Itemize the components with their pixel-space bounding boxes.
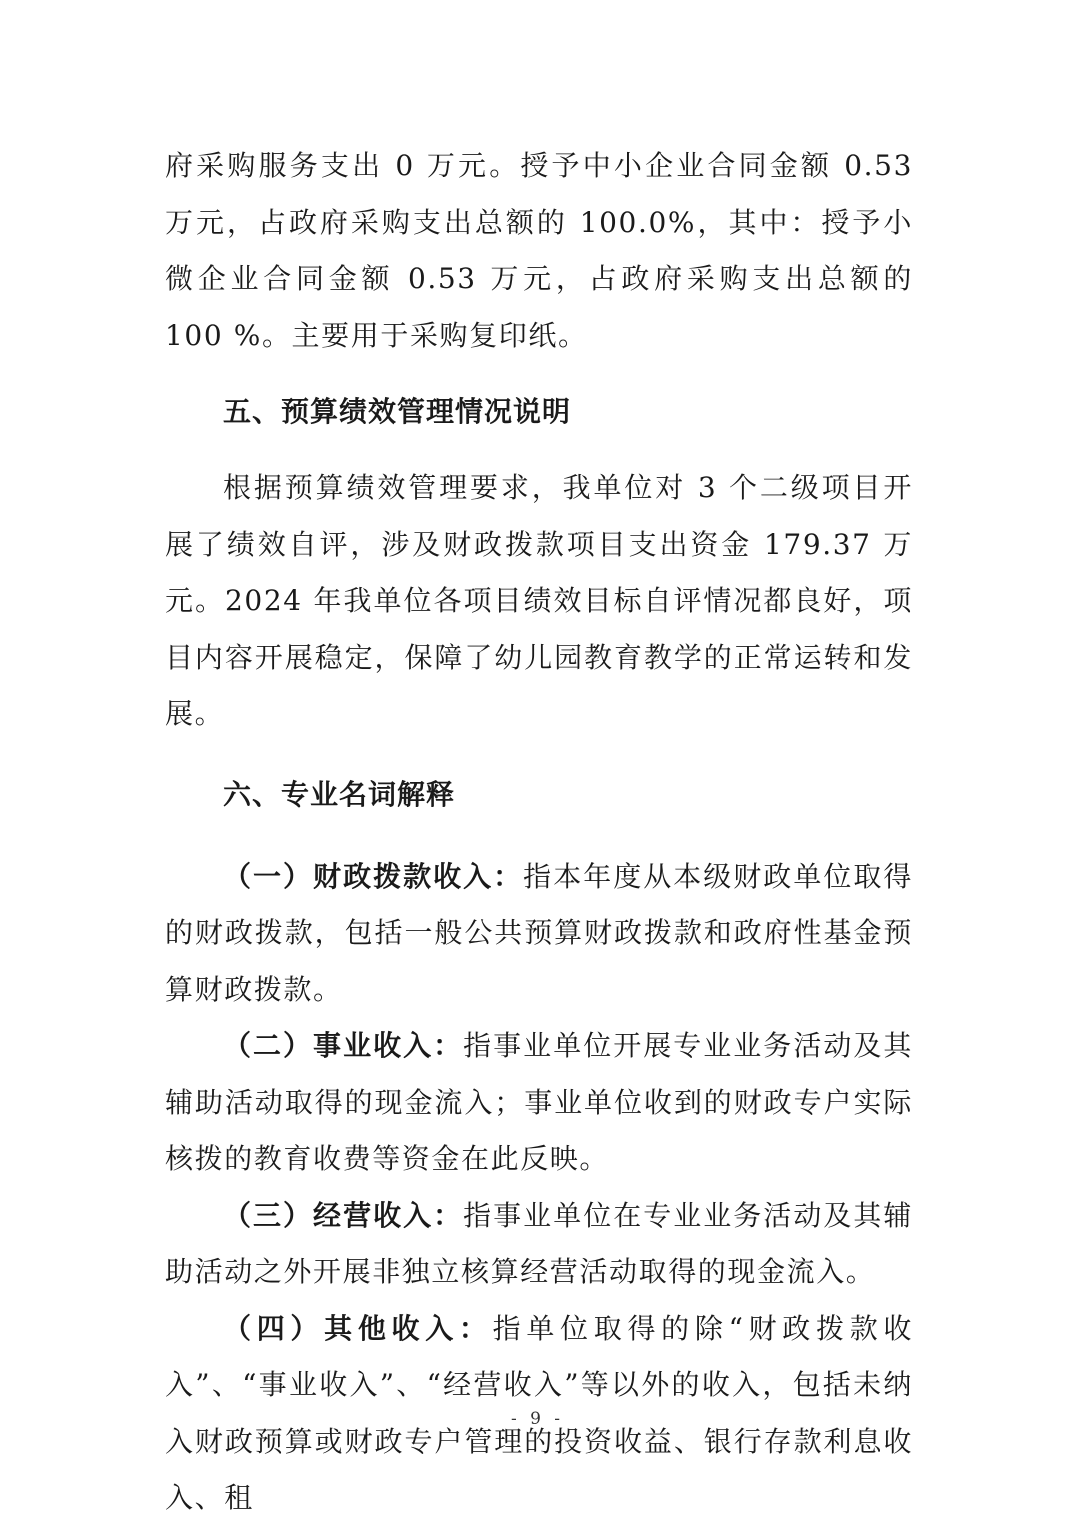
page-number: - 9 -	[510, 1409, 565, 1429]
page-content	[165, 138, 913, 1527]
glossary-entry-operating-income	[165, 1188, 913, 1301]
glossary-term: （三）经营收入：	[223, 1198, 464, 1232]
glossary-term: （二）事业收入：	[223, 1029, 464, 1062]
paragraph-procurement: 府采购服务支出 0 万元。授予中小企业合同金额 0.53 万元，占政府采购支出总额的 100.0%，其中：授予小微企业合同金额 0.53 万元，占政府采购支出总额的 100 %。主要用于采购复印纸。	[165, 149, 913, 352]
glossary-definition: 指事业单位开展专业业务活动及其辅助活动取得的现金流入；事业单位收到的财政专户实际核拨的教育收费等资金在此反映。	[165, 1029, 913, 1175]
glossary-definition: 指单位取得的除“财政拨款收入”、“事业收入”、“经营收入”等以外的收入，包括未纳入财政预算或财政专户管理的投资收益、银行存款利息收入、租	[165, 1311, 913, 1514]
section-heading-glossary: 六、专业名词解释	[223, 777, 456, 811]
glossary-term: （四）其他收入：	[223, 1311, 493, 1345]
glossary-definition: 指本年度从本级财政单位取得的财政拨款，包括一般公共预算财政拨款和政府性基金预算财政拨款。	[165, 859, 913, 1006]
glossary-term: （一）财政拨款收入：	[223, 859, 524, 893]
glossary-entry-business-income	[165, 1018, 913, 1188]
section-heading-performance: 五、预算绩效管理情况说明	[223, 395, 572, 428]
glossary-entry-fiscal-appropriation	[165, 849, 913, 1019]
glossary-definition: 指事业单位在专业业务活动及其辅助活动之外开展非独立核算经营活动取得的现金流入。	[165, 1198, 913, 1288]
paragraph-performance: 根据预算绩效管理要求，我单位对 3 个二级项目开展了绩效自评，涉及财政拨款项目支出资金 179.37 万元。2024 年我单位各项目绩效目标自评情况都良好，项目内容开展稳定，保障了幼儿园教育教学的正常运转和发展。	[165, 471, 913, 730]
